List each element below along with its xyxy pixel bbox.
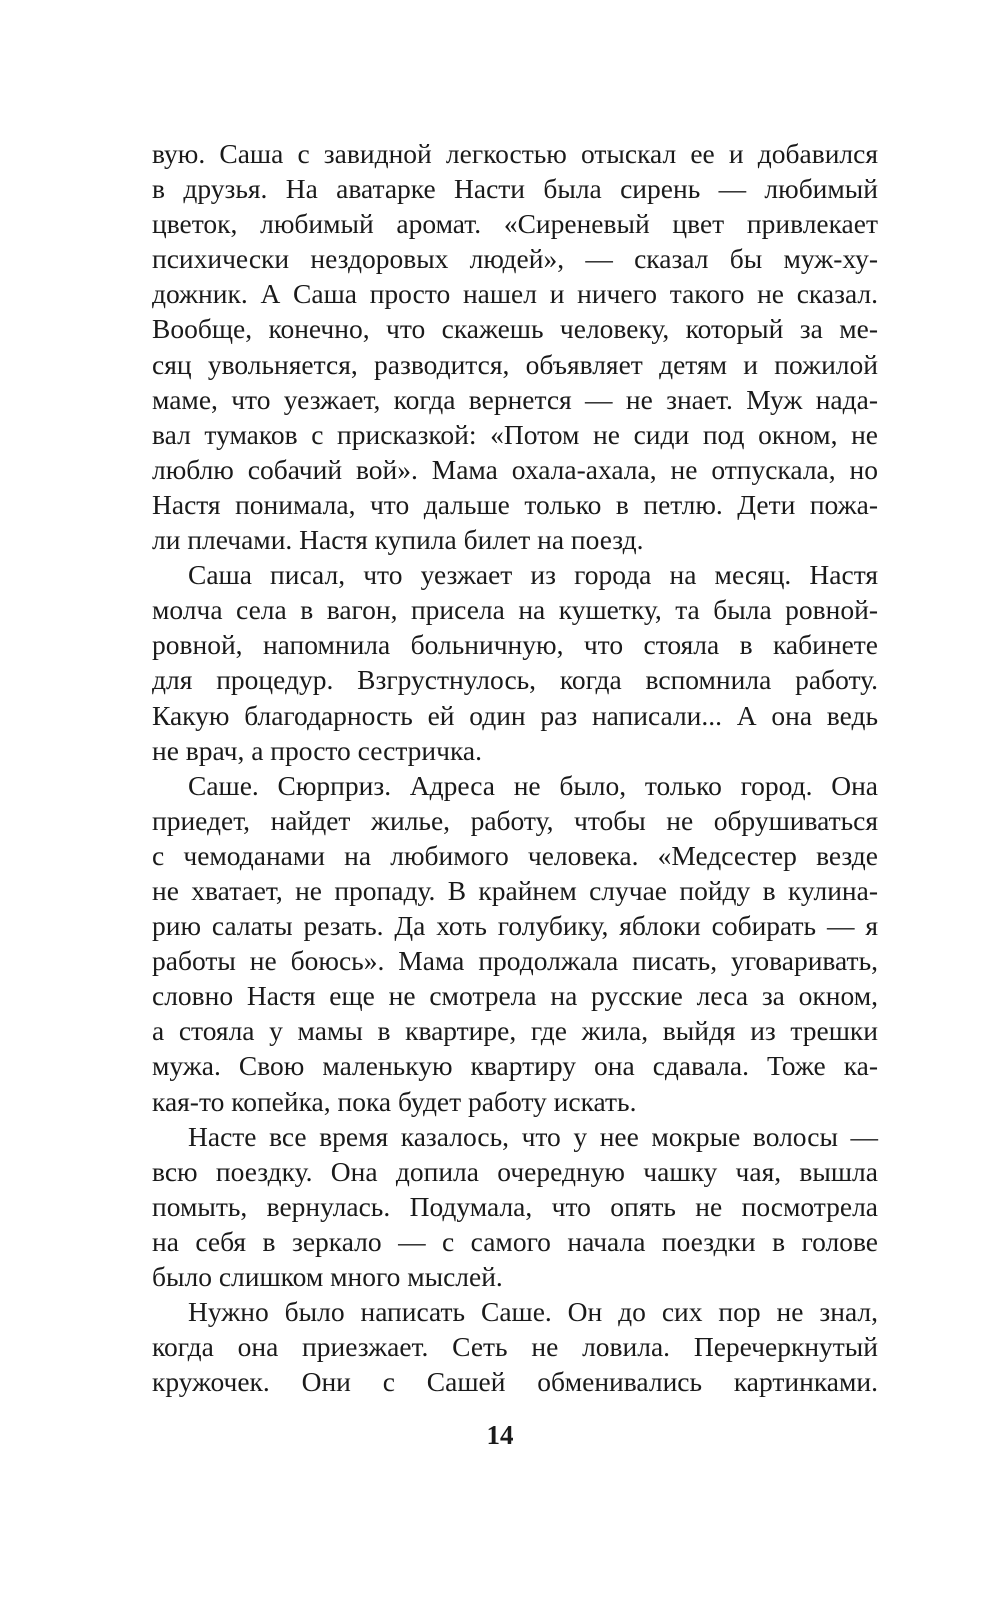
text-line: не врач, а просто сестричка. bbox=[152, 734, 482, 766]
text-line: Насте все время казалось, что у нее мокрые волосы — bbox=[188, 1120, 878, 1152]
text-line: Какую благодарность ей один раз написали... А она ведь bbox=[152, 699, 878, 731]
text-line: в друзья. На аватарке Насти была сирень — любимый bbox=[152, 173, 878, 205]
text-line: молча села в вагон, присела на кушетку, та была ровной- bbox=[152, 594, 878, 626]
text-line: Настя понимала, что дальше только в петлю. Дети пожа- bbox=[152, 488, 878, 520]
body-text bbox=[152, 136, 878, 1399]
text-line: ровной, напомнила больничную, что стояла в кабинете bbox=[152, 629, 878, 661]
text-line: ли плечами. Настя купила билет на поезд. bbox=[152, 524, 644, 556]
text-line: кружочек. Они с Сашей обменивались картинками. bbox=[152, 1366, 878, 1398]
text-line: психически нездоровых людей», — сказал бы муж-ху- bbox=[152, 243, 878, 275]
paragraph-1 bbox=[152, 136, 878, 557]
text-line: а стояла у мамы в квартире, где жила, выйдя из трешки bbox=[152, 1015, 878, 1047]
text-line: кая-то копейка, пока будет работу искать. bbox=[152, 1085, 637, 1117]
text-line: Вообще, конечно, что скажешь человеку, который за ме- bbox=[152, 313, 878, 345]
paragraph-2 bbox=[152, 557, 878, 768]
text-line: приедет, найдет жилье, работу, чтобы не обрушиваться bbox=[152, 804, 878, 836]
text-line: всю поездку. Она допила очередную чашку чая, вышла bbox=[152, 1155, 878, 1187]
text-line: для процедур. Взгрустнулось, когда вспомнила работу. bbox=[152, 664, 878, 696]
text-line: цветок, любимый аромат. «Сиреневый цвет привлекает bbox=[152, 208, 878, 240]
paragraph-4 bbox=[152, 1119, 878, 1294]
text-line: люблю собачий вой». Мама охала-ахала, не отпускала, но bbox=[152, 453, 878, 485]
text-line: Саше. Сюрприз. Адреса не было, только город. Она bbox=[188, 769, 878, 801]
text-line: мужа. Свою маленькую квартиру она сдавала. Тоже ка- bbox=[152, 1050, 878, 1082]
text-line: Саша писал, что уезжает из города на месяц. Настя bbox=[188, 559, 878, 591]
text-line: словно Настя еще не смотрела на русские леса за окном, bbox=[152, 980, 878, 1012]
text-line: на себя в зеркало — с самого начала поездки в голове bbox=[152, 1225, 878, 1257]
text-line: вую. Саша с завидной легкостью отыскал ее и добавился bbox=[152, 138, 878, 169]
text-line: дожник. А Саша просто нашел и ничего такого не сказал. bbox=[152, 278, 878, 310]
text-line: работы не боюсь». Мама продолжала писать, уговаривать, bbox=[152, 945, 878, 977]
text-line: когда она приезжает. Сеть не ловила. Перечеркнутый bbox=[152, 1331, 878, 1363]
text-line: было слишком много мыслей. bbox=[152, 1261, 503, 1292]
text-line: рию салаты резать. Да хоть голубику, яблоки собирать — я bbox=[152, 910, 878, 942]
text-line: не хватает, не пропаду. В крайнем случае пойду в кулина- bbox=[152, 874, 878, 906]
text-line: вал тумаков с присказкой: «Потом не сиди под окном, не bbox=[152, 418, 878, 450]
text-line: сяц увольняется, разводится, объявляет детям и пожилой bbox=[152, 348, 878, 380]
text-line: Нужно было написать Саше. Он до сих пор не знал, bbox=[188, 1296, 878, 1328]
page-number: 14 bbox=[486, 1420, 514, 1450]
text-line: помыть, вернулась. Подумала, что опять не посмотрела bbox=[152, 1190, 878, 1222]
text-line: маме, что уезжает, когда вернется — не знает. Муж нада- bbox=[152, 383, 878, 415]
text-line: с чемоданами на любимого человека. «Медсестер везде bbox=[152, 839, 878, 871]
paragraph-5 bbox=[152, 1294, 878, 1399]
paragraph-3 bbox=[152, 768, 878, 1119]
